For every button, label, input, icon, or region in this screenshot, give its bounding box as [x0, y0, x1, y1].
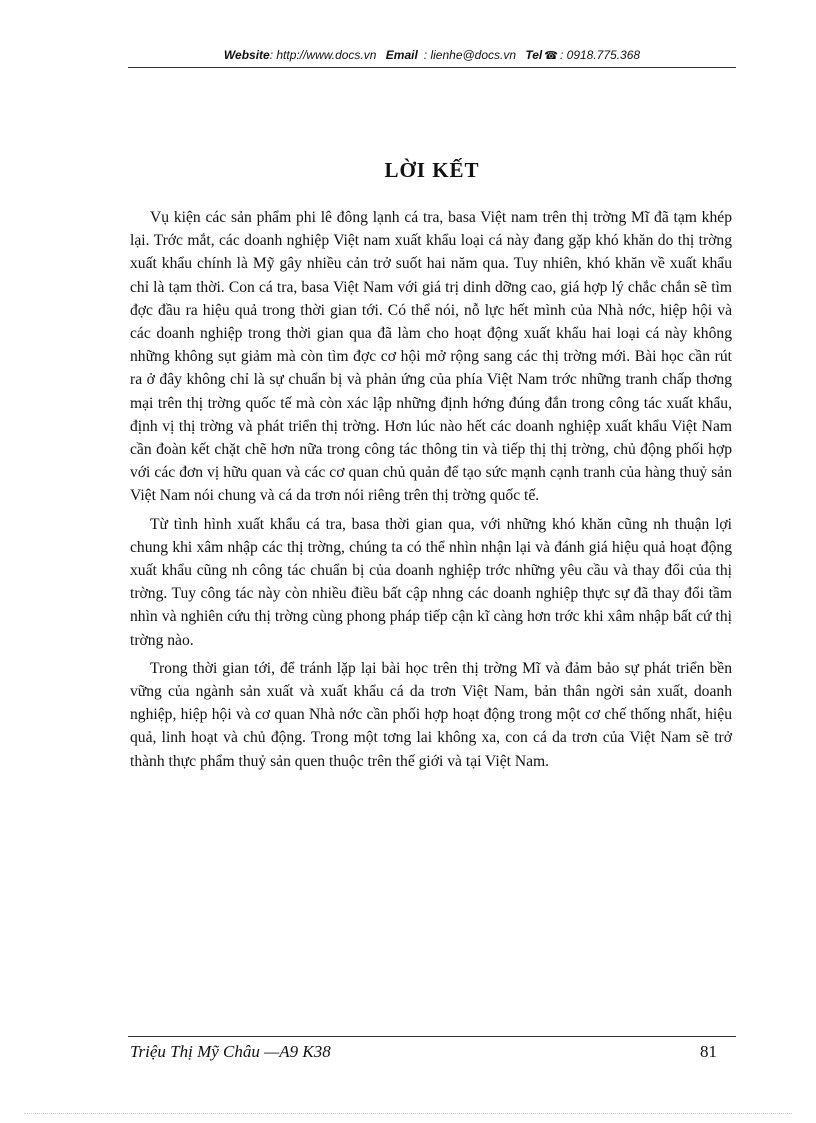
tel-label: Tel [525, 48, 543, 62]
page-number: 81 [700, 1042, 717, 1061]
header-divider [128, 67, 736, 68]
website-value: : http://www.docs.vn [269, 48, 377, 62]
paragraph-1: Vụ kiện các sản phẩm phi lê đông lạnh cá tra, basa Việt nam trên thị trờng Mĩ đã tạm khép lại. Trớc mắt, các doanh nghiệp Việt nam xuất khẩu loại cá này đang gặp khó khăn do thị trờng xuất khẩu chính là Mỹ gây nhiều cản trở suốt hai năm qua. Tuy nhiên, khó khăn về xuất khẩu chỉ là tạm thời. Con cá tra, basa Việt Nam với giá trị dinh dỡng cao, giá hợp lý chắc chắn sẽ tìm đợc đầu ra hiệu quả trong thời gian tới. Có thể nói, nỗ lực hết mình của Nhà nớc, hiệp hội và các doanh nghiệp trong thời gian qua đã làm cho hoạt động xuất khẩu hai loại cá này không những không sụt giảm mà còn tìm đợc cơ hội mở rộng sang các thị trờng mới. Bài học cần rút ra ở đây không chỉ là sự chuẩn bị và phản ứng của phía Việt Nam trớc những tranh chấp thơng mại trên thị trờng quốc tế mà còn xác lập những định hớng đúng đắn trong công tác xuất khẩu, định vị thị trờng và phát triển thị trờng. Hơn lúc nào hết các doanh nghiệp xuất khẩu Việt Nam cần đoàn kết chặt chẽ hơn nữa trong công tác thông tin và tiếp thị thị trờng, chủ động phối hợp với các đơn vị hữu quan và các cơ quan chủ quản để tạo sức mạnh cạnh tranh của hàng thuỷ sản Việt Nam nói chung và cá da trơn nói riêng trên thị trờng quốc tế. [130, 209, 732, 505]
website-label: Website [223, 48, 270, 62]
email-label: Email [385, 48, 418, 62]
tel-value: : 0918.775.368 [559, 48, 641, 62]
paragraph-3: Trong thời gian tới, để tránh lặp lại bài học trên thị trờng Mĩ và đảm bảo sự phát triển bền vững của ngành sản xuất và xuất khẩu cá da trơn Việt Nam, bản thân ngời sản xuất, doanh nghiệp, hiệp hội và cơ quan Nhà nớc cần phối hợp hoạt động trong một cơ chế thống nhất, hiệu quả, linh hoạt và chủ động. Trong một tơng lai không xa, con cá da trơn của Việt Nam sẽ trở thành thực phẩm thuỷ sản quen thuộc trên thế giới và tại Việt Nam. [130, 659, 732, 770]
footer-author: Triệu Thị Mỹ Châu —A9 K38 [130, 1042, 331, 1061]
site-header [128, 48, 736, 62]
footer-divider [128, 1036, 736, 1037]
page-bottom-dotted-line [24, 1113, 792, 1114]
phone-icon: ☎ [544, 50, 558, 62]
page-title: LỜI KẾT [384, 158, 480, 182]
email-value: : lienhe@docs.vn [423, 48, 517, 62]
body-text [130, 206, 732, 778]
paragraph-2: Từ tình hình xuất khẩu cá tra, basa thời gian qua, với những khó khăn cũng nh thuận lợi chung khi xâm nhập các thị trờng, chúng ta có thể nhìn nhận lại và đánh giá hiệu quả hoạt động xuất khẩu cũng nh công tác chuẩn bị của doanh nghiệp trớc những yêu cầu và thay đổi của thị trờng. Tuy công tác này còn nhiều điều bất cập nhng các doanh nghiệp thực sự đã thay đổi tầm nhìn và nghiên cứu thị trờng cùng phong pháp tiếp cận kĩ càng hơn trớc khi xâm nhập bất cứ thị trờng nào. [130, 515, 732, 649]
